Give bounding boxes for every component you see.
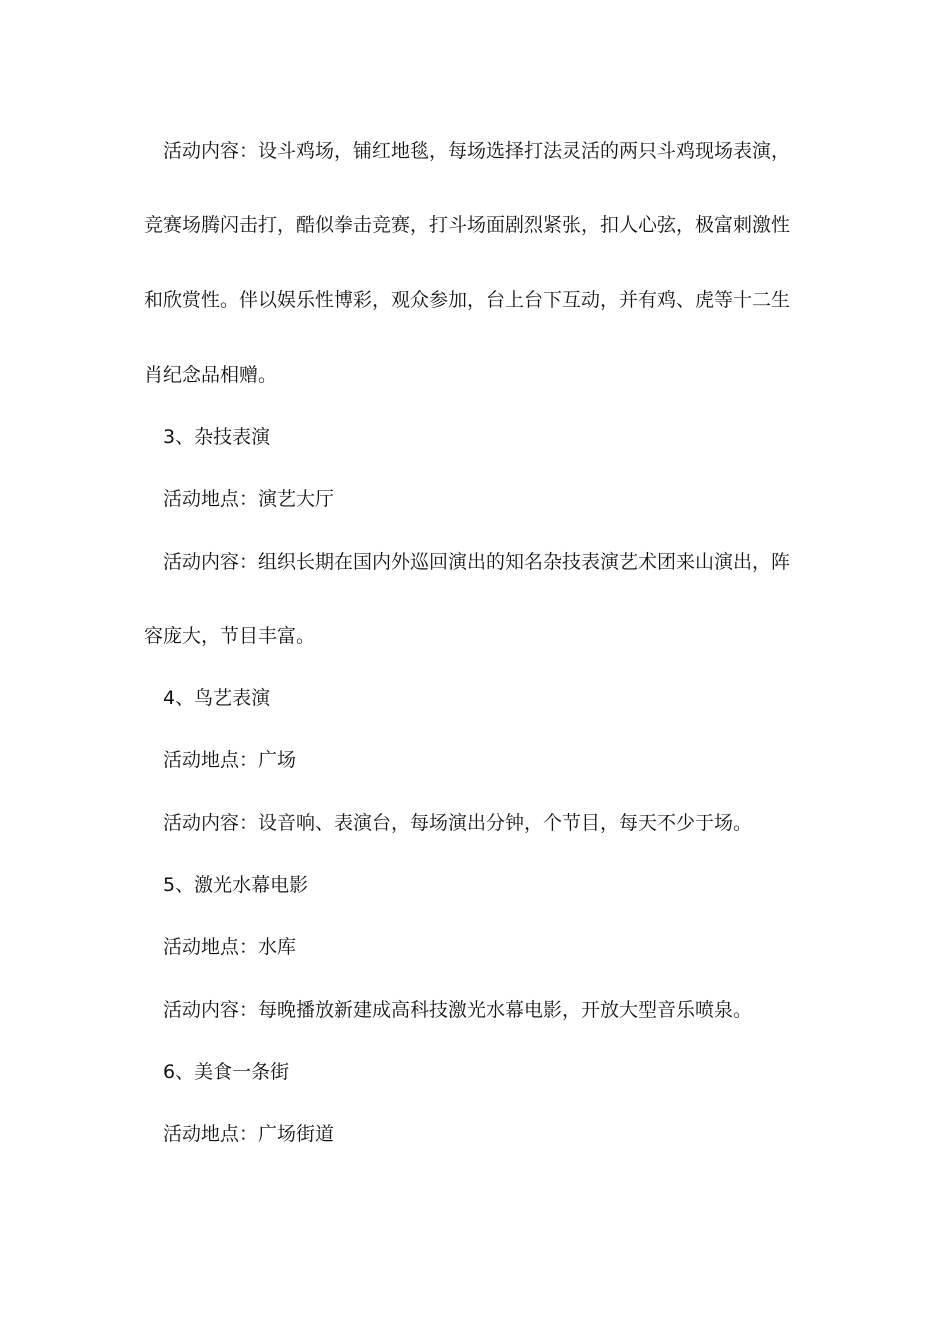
section-3-content-line: 容庞大，节目丰富。 xyxy=(144,625,316,647)
section-5-location: 活动地点：水库 xyxy=(163,936,297,958)
section-3-location: 活动地点：演艺大厅 xyxy=(163,488,335,510)
section-5-content: 活动内容：每晚播放新建成高科技激光水幕电影，开放大型音乐喷泉。 xyxy=(163,999,753,1021)
section-3-content-line: 活动内容：组织长期在国内外巡回演出的知名杂技表演艺术团来山演出，阵 xyxy=(163,551,791,573)
paragraph-line: 肖纪念品相赠。 xyxy=(144,364,278,386)
section-6-location: 活动地点：广场街道 xyxy=(163,1123,335,1145)
section-4-location: 活动地点：广场 xyxy=(163,749,297,771)
section-4-content: 活动内容：设音响、表演台，每场演出分钟，个节目，每天不少于场。 xyxy=(163,812,753,834)
section-heading-4: 4、鸟艺表演 xyxy=(163,687,271,709)
paragraph-line: 竞赛场腾闪击打，酷似拳击竞赛，打斗场面剧烈紧张，扣人心弦，极富刺激性 xyxy=(144,214,791,236)
section-heading-5: 5、激光水幕电影 xyxy=(163,874,309,896)
section-heading-3: 3、杂技表演 xyxy=(163,426,271,448)
section-heading-6: 6、美食一条街 xyxy=(163,1061,290,1083)
paragraph-line: 活动内容：设斗鸡场，铺红地毯，每场选择打法灵活的两只斗鸡现场表演， xyxy=(163,140,791,162)
paragraph-line: 和欣赏性。伴以娱乐性博彩，观众参加，台上台下互动，并有鸡、虎等十二生 xyxy=(144,289,791,311)
